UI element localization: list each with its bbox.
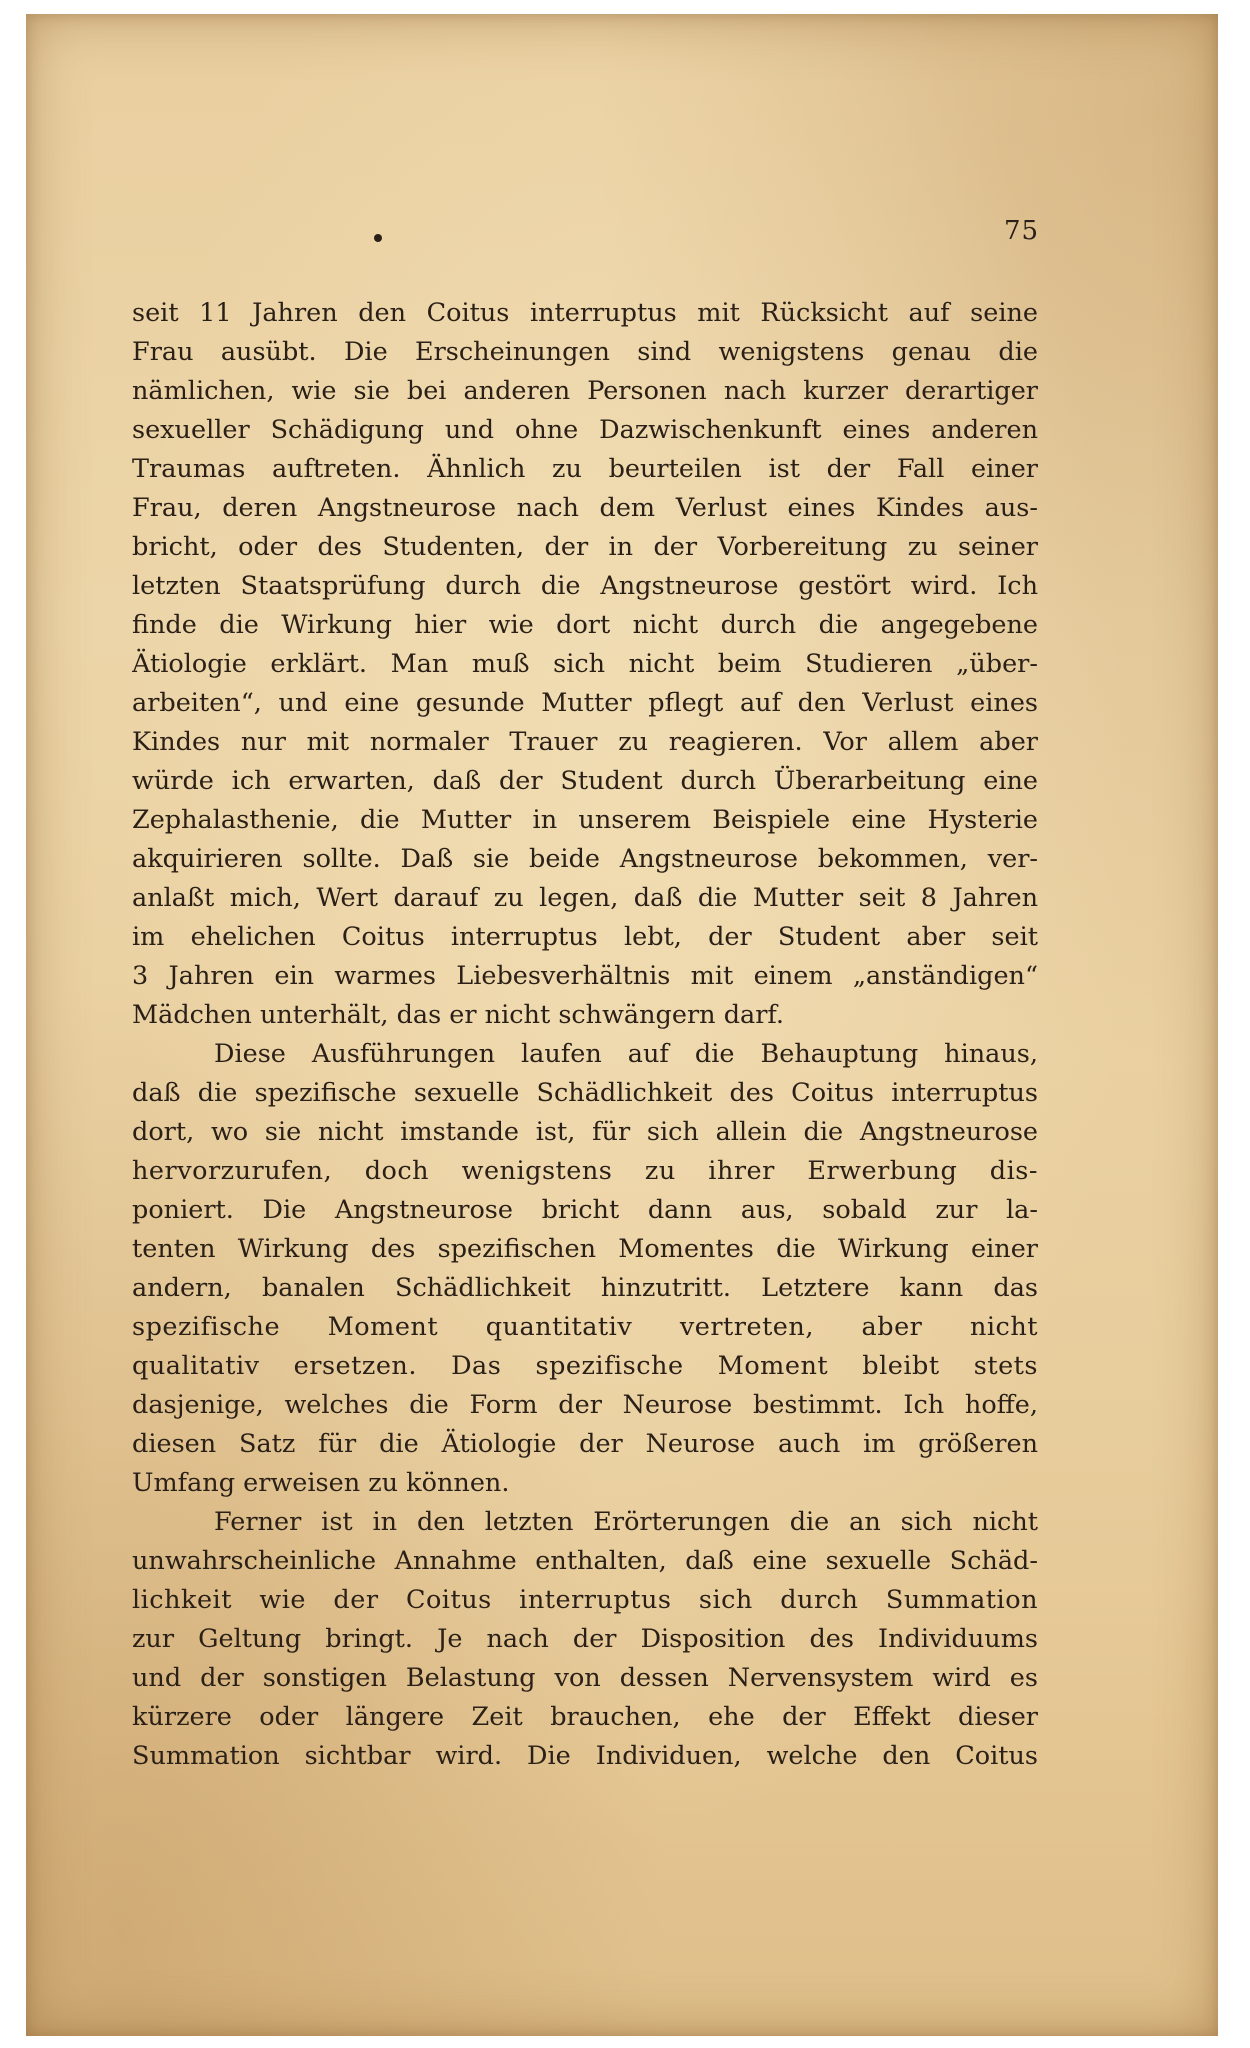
text-line: Umfang erweisen zu können. — [132, 1468, 510, 1498]
text-line: 3 Jahren ein warmes Liebesverhältnis mit einem „anständigen“ — [132, 961, 1038, 991]
text-line: letzten Staatsprüfung durch die Angstneurose gestört wird. Ich — [132, 571, 1038, 601]
text-line: im ehelichen Coitus interruptus lebt, der Student aber seit — [132, 922, 1038, 952]
text-line: sexueller Schädigung und ohne Dazwischenkunft eines anderen — [132, 415, 1038, 445]
text-line: nämlichen, wie sie bei anderen Personen nach kurzer derartiger — [132, 376, 1038, 406]
text-line: Ätiologie erklärt. Man muß sich nicht beim Studieren „über- — [132, 649, 1038, 679]
text-line: Frau, deren Angstneurose nach dem Verlust eines Kindes aus- — [132, 493, 1038, 523]
text-line: Zephalasthenie, die Mutter in unserem Beispiele eine Hysterie — [132, 805, 1038, 835]
text-line: diesen Satz für die Ätiologie der Neurose auch im größeren — [132, 1429, 1038, 1459]
text-line: andern, banalen Schädlichkeit hinzutritt. Letztere kann das — [132, 1273, 1038, 1303]
ink-dot-mark — [374, 234, 382, 242]
text-line: akquirieren sollte. Daß sie beide Angstneurose bekommen, ver- — [132, 844, 1038, 874]
text-line: tenten Wirkung des spezifischen Momentes die Wirkung einer — [132, 1234, 1038, 1264]
text-line: Summation sichtbar wird. Die Individuen, welche den Coitus — [132, 1741, 1038, 1771]
text-line: spezifische Moment quantitativ vertreten, aber nicht — [132, 1312, 1038, 1342]
text-line: Traumas auftreten. Ähnlich zu beurteilen ist der Fall einer — [132, 454, 1038, 484]
text-line: unwahrscheinliche Annahme enthalten, daß eine sexuelle Schäd- — [132, 1546, 1038, 1576]
scanned-page — [26, 14, 1218, 2036]
text-line: lichkeit wie der Coitus interruptus sich durch Summation — [132, 1585, 1038, 1615]
text-line: Mädchen unterhält, das er nicht schwängern darf. — [132, 1000, 785, 1030]
text-line: würde ich erwarten, daß der Student durch Überarbeitung eine — [132, 766, 1038, 796]
text-line: dort, wo sie nicht imstande ist, für sich allein die Angstneurose — [132, 1117, 1038, 1147]
text-line: qualitativ ersetzen. Das spezifische Moment bleibt stets — [132, 1351, 1038, 1381]
text-line: Kindes nur mit normaler Trauer zu reagieren. Vor allem aber — [132, 727, 1038, 757]
text-line: arbeiten“, und eine gesunde Mutter pflegt auf den Verlust eines — [132, 688, 1038, 718]
text-line: poniert. Die Angstneurose bricht dann aus, sobald zur la- — [132, 1195, 1038, 1225]
text-line: kürzere oder längere Zeit brauchen, ehe der Effekt dieser — [132, 1702, 1038, 1732]
text-line: bricht, oder des Studenten, der in der Vorbereitung zu seiner — [132, 532, 1038, 562]
text-line: anlaßt mich, Wert darauf zu legen, daß die Mutter seit 8 Jahren — [132, 883, 1038, 913]
text-line: finde die Wirkung hier wie dort nicht durch die angegebene — [132, 610, 1038, 640]
text-line: Ferner ist in den letzten Erörterungen die an sich nicht — [214, 1507, 1038, 1537]
body-text — [132, 294, 1038, 1776]
text-line: daß die spezifische sexuelle Schädlichkeit des Coitus interruptus — [132, 1078, 1038, 1108]
page-number: 75 — [1004, 216, 1040, 246]
text-line: zur Geltung bringt. Je nach der Disposition des Individuums — [132, 1624, 1038, 1654]
text-line: dasjenige, welches die Form der Neurose bestimmt. Ich hoffe, — [132, 1390, 1038, 1420]
text-line: Frau ausübt. Die Erscheinungen sind wenigstens genau die — [132, 337, 1038, 367]
text-line: und der sonstigen Belastung von dessen Nervensystem wird es — [132, 1663, 1038, 1693]
text-line: seit 11 Jahren den Coitus interruptus mit Rücksicht auf seine — [132, 298, 1038, 328]
text-line: hervorzurufen, doch wenigstens zu ihrer Erwerbung dis- — [132, 1156, 1038, 1186]
text-line: Diese Ausführungen laufen auf die Behauptung hinaus, — [214, 1039, 1038, 1069]
